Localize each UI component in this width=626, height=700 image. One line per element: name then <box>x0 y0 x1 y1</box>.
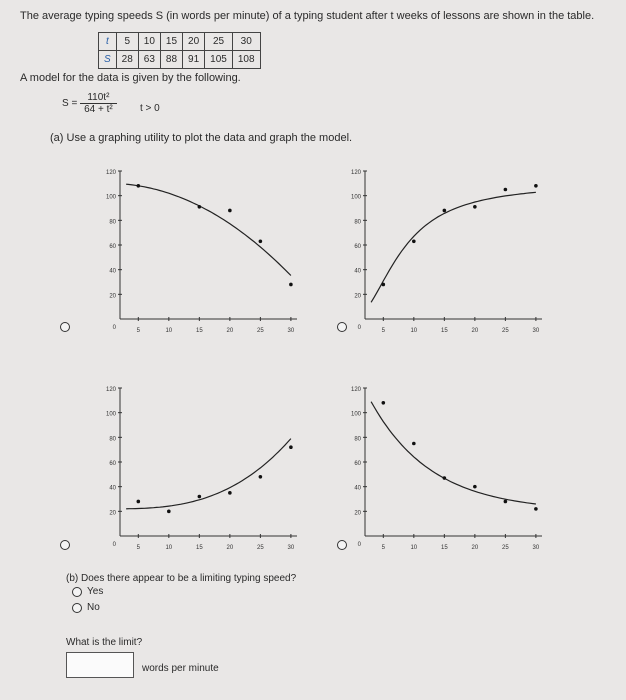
limit-answer-input[interactable] <box>66 652 134 678</box>
y-tick-label: 120 <box>105 170 116 176</box>
origin-label: 0 <box>357 542 361 548</box>
data-table <box>98 32 261 69</box>
x-tick-label: 20 <box>471 328 479 334</box>
y-tick-label: 80 <box>354 219 361 226</box>
model-formula <box>62 92 117 115</box>
graph-option-4-radio[interactable] <box>337 540 347 550</box>
y-tick-label: 20 <box>109 510 116 517</box>
limit-question: What is the limit? <box>66 637 143 648</box>
table-cell: 15 <box>160 33 182 51</box>
x-tick-label: 30 <box>287 545 295 551</box>
model-curve <box>371 402 536 504</box>
y-tick-label: 80 <box>109 219 116 226</box>
x-tick-label: 15 <box>196 545 203 551</box>
table-cell: 63 <box>138 51 160 69</box>
x-tick-label: 15 <box>196 328 203 334</box>
y-tick-label: 20 <box>354 293 361 300</box>
data-point <box>137 184 141 188</box>
origin-label: 0 <box>357 325 361 331</box>
no-radio[interactable] <box>72 603 82 613</box>
y-tick-label: 120 <box>350 170 361 176</box>
y-tick-label: 120 <box>105 387 116 393</box>
table-cell: 5 <box>116 33 138 51</box>
data-point <box>382 401 386 405</box>
x-tick-label: 20 <box>471 545 479 551</box>
graph-option-2 <box>350 165 552 341</box>
table-cell: 91 <box>183 51 205 69</box>
y-tick-label: 40 <box>354 268 361 275</box>
y-tick-label: 60 <box>109 461 116 467</box>
y-tick-label: 40 <box>109 485 116 492</box>
x-tick-label: 20 <box>226 328 234 334</box>
yes-label: Yes <box>87 586 104 597</box>
graph-option-2-radio[interactable] <box>337 322 347 332</box>
table-cell: 25 <box>205 33 233 51</box>
data-point <box>534 184 538 188</box>
data-point <box>412 442 416 446</box>
model-curve <box>126 439 291 509</box>
y-tick-label: 100 <box>350 194 361 201</box>
origin-label: 0 <box>112 325 116 331</box>
formula-denominator: 64 + t² <box>84 104 113 115</box>
x-tick-label: 25 <box>502 328 509 334</box>
table-row-t <box>99 33 261 51</box>
part-a-prompt: (a) Use a graphing utility to plot the data and graph the model. <box>50 132 353 144</box>
graph-option-1-radio[interactable] <box>60 322 70 332</box>
table-header-s: S <box>99 51 117 69</box>
x-tick-label: 15 <box>441 328 448 334</box>
table-cell: 105 <box>205 51 233 69</box>
y-tick-label: 100 <box>350 411 361 418</box>
data-point <box>473 485 477 489</box>
y-tick-label: 60 <box>354 461 361 467</box>
yes-radio[interactable] <box>72 587 82 597</box>
no-label: No <box>87 602 100 613</box>
model-curve <box>126 184 291 275</box>
x-tick-label: 10 <box>410 545 418 551</box>
x-tick-label: 10 <box>165 328 173 334</box>
data-point <box>504 500 508 504</box>
x-tick-label: 10 <box>410 328 418 334</box>
data-point <box>534 507 538 511</box>
y-tick-label: 60 <box>109 244 116 250</box>
data-point <box>289 445 293 449</box>
x-tick-label: 5 <box>136 328 140 334</box>
table-cell: 30 <box>232 33 260 51</box>
x-tick-label: 5 <box>136 545 140 551</box>
data-point <box>443 209 447 213</box>
origin-label: 0 <box>112 542 116 548</box>
x-tick-label: 5 <box>381 328 385 334</box>
y-tick-label: 40 <box>354 485 361 492</box>
x-tick-label: 5 <box>381 545 385 551</box>
graph-option-4 <box>350 382 552 558</box>
formula-lhs: S = <box>62 98 78 110</box>
data-point <box>473 205 477 209</box>
units-label: words per minute <box>142 663 219 674</box>
problem-intro: The average typing speeds S (in words per minute) of a typing student after t weeks of lessons are shown in the table. <box>20 10 595 22</box>
x-tick-label: 15 <box>441 545 448 551</box>
data-point <box>382 283 386 287</box>
data-point <box>137 500 141 504</box>
model-curve <box>371 192 536 302</box>
table-cell: 88 <box>160 51 182 69</box>
table-row-s <box>99 51 261 69</box>
x-tick-label: 25 <box>257 545 264 551</box>
y-tick-label: 40 <box>109 268 116 275</box>
data-point <box>198 205 202 209</box>
data-point <box>167 510 171 514</box>
data-point <box>412 240 416 244</box>
table-cell: 20 <box>183 33 205 51</box>
data-point <box>443 476 447 480</box>
y-tick-label: 60 <box>354 244 361 250</box>
formula-numerator: 110t² <box>80 92 117 104</box>
y-tick-label: 100 <box>105 194 116 201</box>
x-tick-label: 10 <box>165 545 173 551</box>
data-point <box>289 283 293 287</box>
table-cell: 108 <box>232 51 260 69</box>
x-tick-label: 30 <box>532 545 540 551</box>
x-tick-label: 25 <box>502 545 509 551</box>
y-tick-label: 80 <box>109 436 116 443</box>
y-tick-label: 120 <box>350 387 361 393</box>
graph-option-3 <box>105 382 307 558</box>
data-point <box>259 240 263 244</box>
table-cell: 28 <box>116 51 138 69</box>
y-tick-label: 20 <box>354 510 361 517</box>
y-tick-label: 20 <box>109 293 116 300</box>
x-tick-label: 30 <box>532 328 540 334</box>
data-point <box>198 495 202 499</box>
formula-condition: t > 0 <box>140 103 160 114</box>
data-point <box>228 491 232 495</box>
x-tick-label: 25 <box>257 328 264 334</box>
graph-option-1 <box>105 165 307 341</box>
model-text: A model for the data is given by the following. <box>20 72 241 84</box>
data-point <box>228 209 232 213</box>
y-tick-label: 80 <box>354 436 361 443</box>
formula-fraction <box>80 92 117 115</box>
x-tick-label: 20 <box>226 545 234 551</box>
data-point <box>259 475 263 479</box>
data-point <box>504 188 508 192</box>
part-b-question: (b) Does there appear to be a limiting typing speed? <box>66 573 297 584</box>
table-cell: 10 <box>138 33 160 51</box>
table-header-t: t <box>99 33 117 51</box>
y-tick-label: 100 <box>105 411 116 418</box>
x-tick-label: 30 <box>287 328 295 334</box>
graph-option-3-radio[interactable] <box>60 540 70 550</box>
